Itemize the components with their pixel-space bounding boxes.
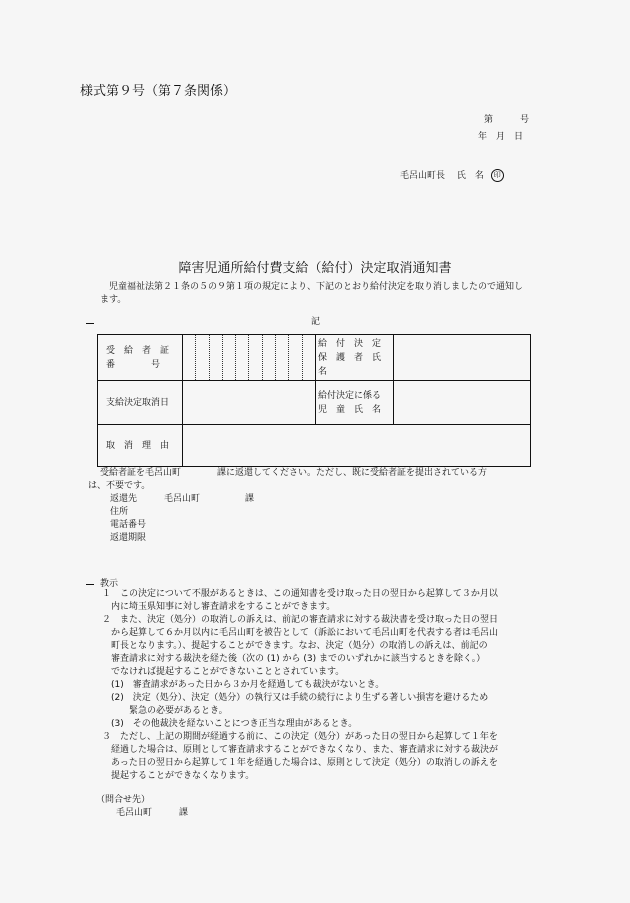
cancel-date-field[interactable] [183, 381, 316, 425]
return-destination: 返還先 毛呂山町 課 [110, 494, 255, 504]
issuer-name: 毛呂山町長 氏 名 [400, 171, 484, 181]
issuer [400, 168, 504, 182]
return-address: 住所 [110, 507, 129, 517]
document-number: 第 号 [484, 115, 530, 125]
form-number: 様式第９号（第７条関係） [80, 84, 237, 99]
document-date: 年 月 日 [478, 132, 524, 142]
ki-label: 記 [311, 317, 321, 327]
instruction-line: (3) その他裁決を経ないことにつき正当な理由があるとき。 [102, 719, 358, 729]
cancel-date-label: 支給決定取消日 [98, 381, 183, 425]
return-phone: 電話番号 [110, 520, 147, 530]
instruction-body [102, 588, 532, 783]
instruction-line: (2) 決定（処分）、決定（処分）の執行又は手続の続行により生ずる著しい損害を避けるため [102, 693, 489, 703]
document-title: 障害児通所給付費支給（給付）決定取消通知書 [178, 261, 452, 276]
instruction-line: 経過した場合は、原則として審査請求することができなくなり、また、審査請求に対する裁決が [102, 745, 499, 755]
recipient-number-label [98, 335, 183, 381]
child-label-line1: 給付決定に係る [318, 390, 382, 401]
recipient-table [97, 334, 531, 467]
instruction-line: でなければ提起することができないこととされています。 [102, 667, 345, 677]
instruction-line: 緊急の必要があるとき。 [102, 706, 228, 716]
instruction-line: １ この決定について不服があるときは、この通知書を受け取った日の翌日から起算して３か月以 [102, 589, 498, 599]
instruction-line: (1) 審査請求があった日から３か月を経過しても裁決がないとき。 [102, 680, 385, 690]
instruction-line: 内に埼玉県知事に対し審査請求をすることができます。 [102, 602, 336, 612]
guardian-label [316, 335, 394, 381]
seal-icon: 印 [491, 169, 504, 182]
instruction-line: 審査請求に対する裁決を経た後（次の (1) から (3) までのいずれかに該当するときを除く。） [102, 654, 486, 664]
instruction-line: 提起することができなくなります。 [102, 771, 255, 781]
instruction-line: ２ また、決定（処分）の取消しの訴えは、前記の審査請求に対する裁決書を受け取った日の翌日 [102, 615, 499, 625]
instruction-heading: 教示 [100, 579, 119, 589]
reason-field[interactable] [183, 425, 531, 467]
instruction-line: ３ ただし、上記の期間が経過する前に、この決定（処分）があった日の翌日から起算して１年を [102, 732, 498, 742]
fold-mark [86, 323, 94, 324]
instruction-line: あった日の翌日から起算して１年を経過した場合は、原則として決定（処分）の取消しの訴えを [102, 758, 498, 768]
child-name-field[interactable] [394, 381, 531, 425]
child-label [316, 381, 394, 425]
child-label-line2: 児 童 氏 名 [318, 404, 382, 415]
return-note-line1: 受給者証を毛呂山町 課に返還してください。ただし、既に受給者証を提出されている方 [100, 468, 488, 478]
guardian-label-line2: 保 護 者 氏 名 [318, 352, 391, 377]
return-note [88, 467, 530, 545]
return-note-line2: は、不要です。 [88, 481, 151, 491]
intro-paragraph: 児童福祉法第２１条の５の９第１項の規定により、下記のとおり給付決定を取り消しましたので通知します。 [100, 282, 524, 305]
reason-label: 取 消 理 由 [98, 425, 183, 467]
recipient-number-label-line2: 番 号 [106, 359, 161, 370]
recipient-number-boxes[interactable] [183, 335, 316, 381]
guardian-name-field[interactable] [394, 335, 531, 381]
recipient-number-label-line1: 受 給 者 証 [106, 345, 170, 356]
return-deadline: 返還期限 [110, 533, 147, 543]
instruction-line: から起算して６か月以内に毛呂山町を被告として（訴訟において毛呂山町を代表する者は毛呂山 [102, 628, 499, 638]
contact-label: （問合せ先） [96, 795, 151, 805]
instruction-line: 町長となります。）、提起することができます。なお、決定（処分）の取消しの訴えは、前記の [102, 641, 488, 651]
guardian-label-line1: 給 付 決 定 [318, 338, 382, 349]
contact-office: 毛呂山町 課 [116, 808, 189, 818]
fold-mark-2 [86, 584, 94, 585]
